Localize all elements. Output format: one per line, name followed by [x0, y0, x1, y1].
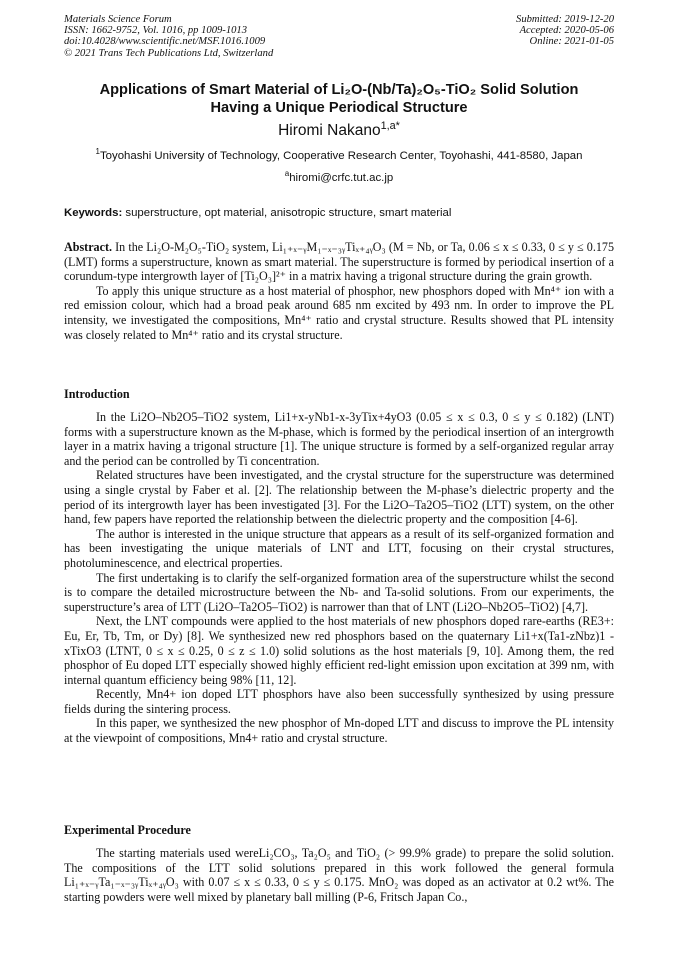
section-heading: Experimental Procedure — [64, 823, 191, 837]
body-paragraph: The first undertaking is to clarify the self-organized formation area of the superstructure whilst the second is to compare the detailed microstructure between the Nb- and Ta-solid solutions. From our experiments, the superstructure’s area of LTT (Li2O–Ta2O5–TiO2) is narrower than that of LNT (Li2O–Nb2O5–TiO2) [4,7]. — [64, 570, 614, 614]
abstract-paragraph — [64, 240, 614, 284]
abstract-paragraph: To apply this unique structure as a host material of phosphor, new phosphors doped with Mn⁴⁺ ion with a red emission colour, which had a broad peak around 685 nm excited by 493 nm. In order to improve the PL intensity, we investigated the compositions, Mn⁴⁺ ratio and crystal structure. Results showed that PL intensity was closely related to Mn⁴⁺ ratio and its crystal structure. — [64, 283, 614, 342]
date-line: Online: 2021-01-05 — [529, 36, 614, 48]
body-paragraph: Recently, Mn4+ ion doped LTT phosphors have also been successfully synthesized by using pressure fields during the sintering process. — [64, 687, 614, 716]
journal-info — [64, 14, 273, 59]
author-sup: 1,a* — [380, 119, 400, 132]
publication-dates — [516, 14, 614, 48]
paper-title — [40, 81, 638, 117]
author-email — [40, 171, 638, 185]
journal-line: ISSN: 1662-9752, Vol. 1016, pp 1009-1013 — [64, 25, 248, 37]
body-paragraph: The author is interested in the unique structure that appears as a result of its self-organized formation and has been investigating the unique materials of LNT and LTT, focusing on their crystal structures, photoluminescence, and electrical properties. — [64, 526, 614, 570]
email-text: hiromi@crfc.tut.ac.jp — [289, 172, 394, 184]
body-paragraph: In the Li2O–Nb2O5–TiO2 system, Li1+x-yNb1-x-3yTix+4yO3 (0.05 ≤ x ≤ 0.3, 0 ≤ y ≤ 0.182) (LNT) forms with a superstructure known as the M-phase, which is formed by the periodical insertion of an intergrowth layer in a matrix having a trigonal structure [1]. The unique structure is formed by a self-organized regular array and the period can be controlled by Ti concentration. — [64, 410, 614, 468]
date-line: Submitted: 2019-12-20 — [516, 14, 614, 25]
body-paragraph: In this paper, we synthesized the new phosphor of Mn-doped LTT and discuss to improve the PL intensity at the viewpoint of compositions, Mn4+ ratio and crystal structure. — [64, 716, 614, 746]
introduction-section — [64, 410, 614, 746]
abstract-text: In the Li₂O-M₂O₅-TiO₂ system, Li₁₊ₓ₋ᵧM₁₋ₓ₋₃ᵧTiₓ₊₄ᵧO₃ (M = Nb, or Ta, 0.06 ≤ x ≤ 0.33, 0 ≤ y ≤ 0.175 (LMT) forms a superstructure, known as smart material. The superstructure is formed by periodical insertion of a corundum-type intergrowth layer of [Ti₂O₃]²⁺ in a matrix having a trigonal structure during the grain growth. — [64, 240, 614, 284]
journal-line: doi:10.4028/www.scientific.net/MSF.1016.1009 — [64, 36, 266, 48]
experimental-section — [64, 846, 614, 904]
body-paragraph: The starting materials used wereLi₂CO₃, Ta₂O₅ and TiO₂ (> 99.9% grade) to prepare the solid solution. The compositions of the LTT solid solutions prepared in this work followed the general formula Li₁₊ₓ₋ᵧTa₁₋ₓ₋₃ᵧTiₓ₊₄ᵧO₃ with 0.07 ≤ x ≤ 0.33, 0 ≤ y ≤ 0.175. MnO₂ was doped as an activator at 0.2 wt%. The starting powders were well mixed by planetary ball milling (P-6, Fritsch Japan Co., — [64, 846, 614, 904]
journal-line: Materials Science Forum — [64, 14, 172, 25]
abstract-label: Abstract. — [64, 240, 113, 254]
author — [40, 119, 638, 140]
date-line: Accepted: 2020-05-06 — [519, 25, 614, 37]
affiliation-text: Toyohashi University of Technology, Cooperative Research Center, Toyohashi, 441-8580, Japan — [99, 150, 583, 162]
abstract — [64, 240, 614, 342]
title-line: Applications of Smart Material of Li₂O-(Nb/Ta)₂O₅-TiO₂ Solid Solution — [99, 82, 579, 98]
keywords — [64, 206, 624, 220]
title-line: Having a Unique Periodical Structure — [210, 100, 468, 116]
author-name: Hiromi Nakano — [278, 122, 381, 139]
email-sup: a — [284, 169, 290, 179]
body-paragraph: Next, the LNT compounds were applied to the host materials of new phosphors doped rare-earths (RE3+: Eu, Er, Tb, Tm, or Dy) [8]. We synthesized new red phosphors based on the quaternary Li1+x(Ta1-zNbz)1 -xTixO3 (LTNT, 0 ≤ x ≤ 0.25, 0 ≤ z ≤ 1.0) solid solutions as the host materials [9, 10]. Among them, the red phosphor of Eu doped LTT especially showed highly efficient red-light emission upon excitation at 399 nm, with internal quantum efficiency being 98% [11, 12]. — [64, 614, 614, 687]
keywords-text: superstructure, opt material, anisotropic structure, smart material — [125, 207, 452, 219]
keywords-label: Keywords: — [64, 207, 123, 219]
section-heading: Introduction — [64, 387, 130, 401]
affiliation — [20, 149, 658, 163]
body-paragraph: Related structures have been investigated, and the crystal structure for the superstructure was determined using a single crystal by Faber et al. [2]. The relationship between the M-phase’s dielectric property and the period of its intergrowth layer has been investigated [3]. For the Li2O–Ta2O5–TiO2 (LTT) system, on the other hand, few papers have reported the relationship between the dielectric property and the composition [4-6]. — [64, 468, 614, 527]
journal-line: © 2021 Trans Tech Publications Ltd, Switzerland — [64, 47, 274, 59]
affiliation-sup: 1 — [95, 147, 100, 157]
